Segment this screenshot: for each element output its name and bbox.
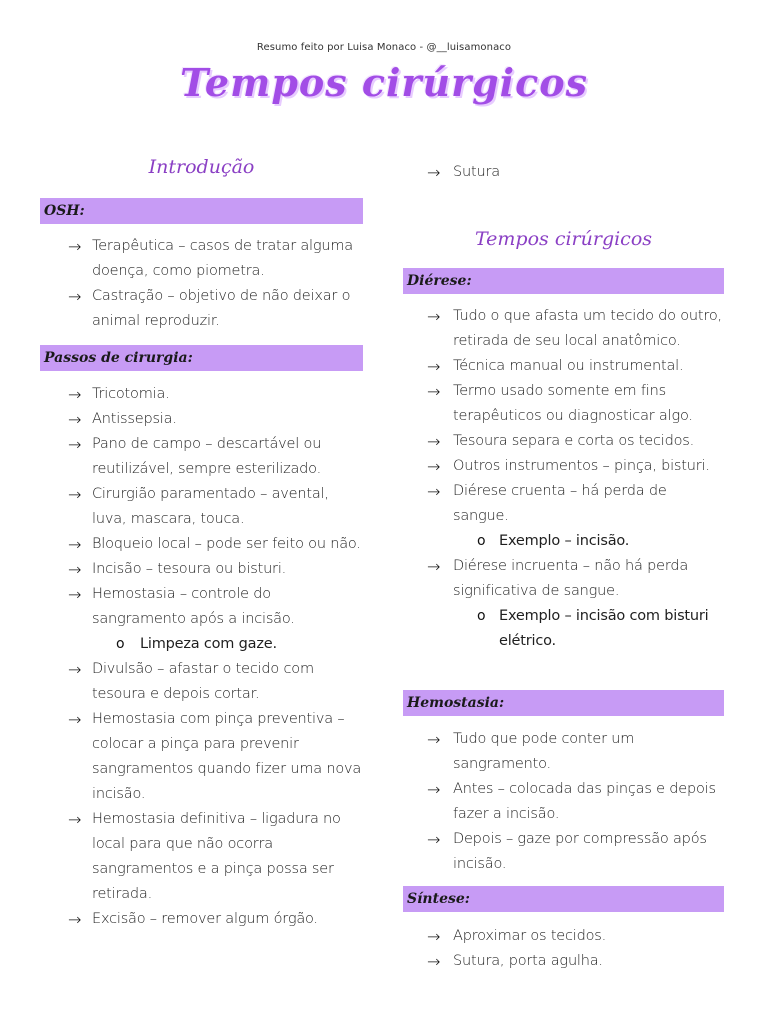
list-item: → Cirurgião paramentado – avental, luva, mascara, touca.: [40, 482, 363, 532]
dierese-list: [403, 304, 724, 654]
arrow-icon: →: [427, 457, 441, 476]
list-item: → Tudo o que afasta um tecido do outro, retirada de seu local anatômico.: [403, 304, 724, 354]
arrow-icon: →: [68, 585, 82, 604]
list-item: → Diérese cruenta – há perda de sangue.: [403, 479, 724, 529]
arrow-icon: →: [427, 432, 441, 451]
list-item: → Antissepsia.: [40, 407, 363, 432]
arrow-icon: →: [68, 435, 82, 454]
list-item: → Antes – colocada das pinças e depois fazer a incisão.: [403, 777, 724, 827]
arrow-icon: →: [68, 410, 82, 429]
sub-list-item: o Limpeza com gaze.: [40, 632, 363, 657]
list-item: → Divulsão – afastar o tecido com tesoura e depois cortar.: [40, 657, 363, 707]
arrow-icon: →: [68, 910, 82, 929]
arrow-icon: →: [68, 385, 82, 404]
passos-heading-bar: Passos de cirurgia:: [40, 345, 363, 371]
list-item: → Hemostasia com pinça preventiva – colocar a pinça para prevenir sangramentos quando fizer uma nova incisão.: [40, 707, 363, 807]
list-item: → Técnica manual ou instrumental.: [403, 354, 724, 379]
bullet-icon: o: [477, 533, 486, 549]
arrow-icon: →: [427, 163, 441, 182]
list-item: → Bloqueio local – pode ser feito ou não.: [40, 532, 363, 557]
arrow-icon: →: [68, 560, 82, 579]
arrow-icon: →: [427, 357, 441, 376]
arrow-icon: →: [427, 482, 441, 501]
osh-list: [40, 234, 363, 334]
list-item: → Tudo que pode conter um sangramento.: [403, 727, 724, 777]
bullet-icon: o: [477, 608, 486, 624]
list-item: → Castração – objetivo de não deixar o animal reproduzir.: [40, 284, 363, 334]
dierese-heading-bar: Diérese:: [403, 268, 724, 294]
list-item: → Excisão – remover algum órgão.: [40, 907, 363, 932]
sutura-item: → Sutura: [403, 160, 768, 185]
arrow-icon: →: [68, 287, 82, 306]
arrow-icon: →: [427, 730, 441, 749]
sub-list-item: o Exemplo – incisão.: [403, 529, 724, 554]
list-item: → Depois – gaze por compressão após incisão.: [403, 827, 724, 877]
arrow-icon: →: [68, 660, 82, 679]
osh-heading-bar: OSH:: [40, 198, 363, 224]
page-credit: Resumo feito por Luisa Monaco - @__luisamonaco: [256, 42, 512, 53]
intro-title: Introdução: [148, 156, 255, 178]
hemostasia-heading-bar: Hemostasia:: [403, 690, 724, 716]
passos-list: [40, 382, 363, 932]
list-item: → Termo usado somente em fins terapêuticos ou diagnosticar algo.: [403, 379, 724, 429]
list-item: → Tesoura separa e corta os tecidos.: [403, 429, 724, 454]
arrow-icon: →: [427, 557, 441, 576]
hemostasia-list: [403, 727, 724, 877]
list-item: → Sutura, porta agulha.: [403, 949, 724, 974]
arrow-icon: →: [68, 710, 82, 729]
list-item: → Terapêutica – casos de tratar alguma doença, como piometra.: [40, 234, 363, 284]
arrow-icon: →: [68, 485, 82, 504]
arrow-icon: →: [427, 927, 441, 946]
list-item: → Hemostasia definitiva – ligadura no local para que não ocorra sangramentos e a pinça possa ser retirada.: [40, 807, 363, 907]
sintese-heading-bar: Síntese:: [403, 886, 724, 912]
arrow-icon: →: [68, 535, 82, 554]
list-item: → Pano de campo – descartável ou reutilizável, sempre esterilizado.: [40, 432, 363, 482]
tempos-title: Tempos cirúrgicos: [474, 228, 653, 250]
bullet-icon: o: [116, 636, 125, 652]
list-item: → Incisão – tesoura ou bisturi.: [40, 557, 363, 582]
page-title: Tempos cirúrgicos: [180, 60, 588, 105]
arrow-icon: →: [68, 810, 82, 829]
list-item: → Diérese incruenta – não há perda significativa de sangue.: [403, 554, 724, 604]
sub-list-item: o Exemplo – incisão com bisturi elétrico.: [403, 604, 724, 654]
arrow-icon: →: [427, 307, 441, 326]
arrow-icon: →: [427, 780, 441, 799]
arrow-icon: →: [68, 237, 82, 256]
arrow-icon: →: [427, 382, 441, 401]
list-item: → Hemostasia – controle do sangramento após a incisão.: [40, 582, 363, 632]
list-item: → Tricotomia.: [40, 382, 363, 407]
arrow-icon: →: [427, 952, 441, 971]
arrow-icon: →: [427, 830, 441, 849]
list-item: → Outros instrumentos – pinça, bisturi.: [403, 454, 724, 479]
sintese-list: [403, 924, 724, 974]
list-item: → Aproximar os tecidos.: [403, 924, 724, 949]
